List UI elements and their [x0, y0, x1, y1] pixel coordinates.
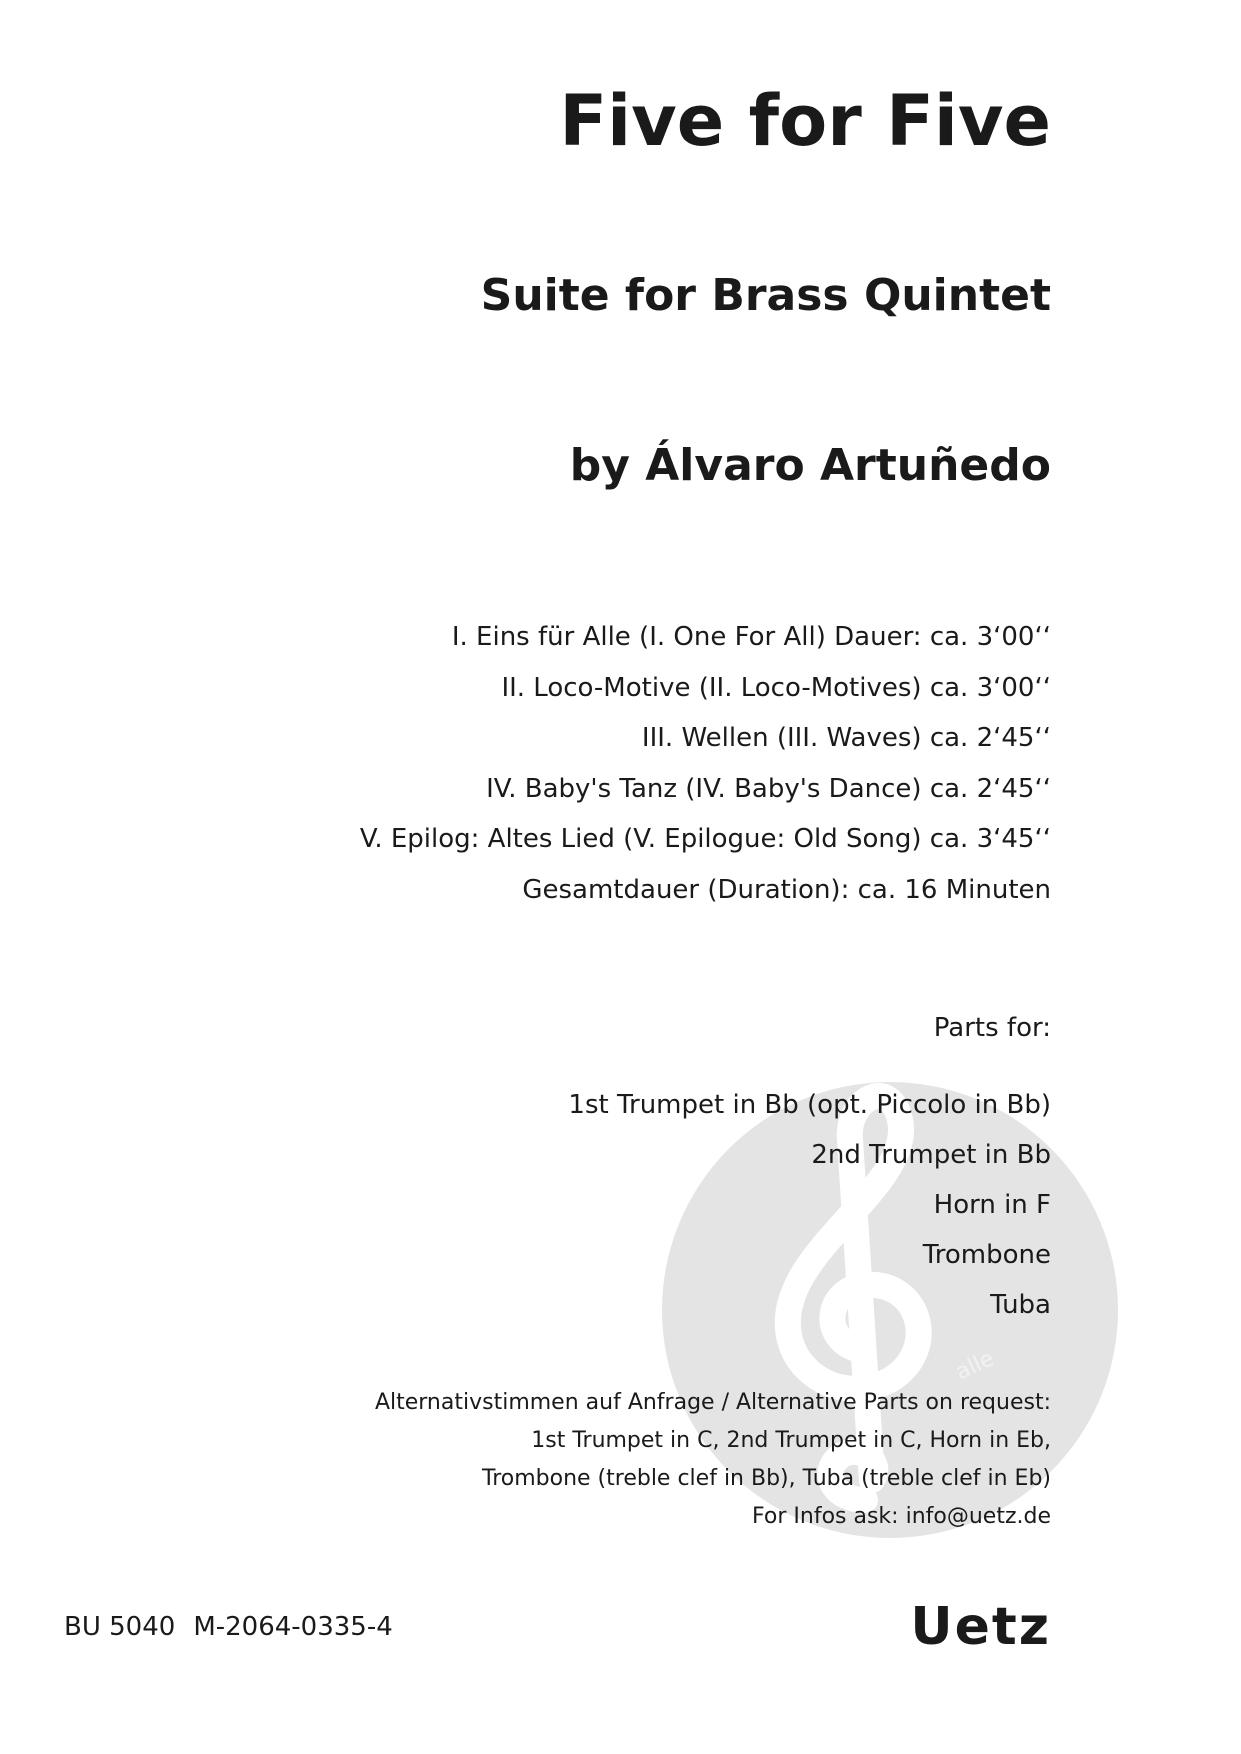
part-item: 2nd Trumpet in Bb	[811, 1140, 1051, 1170]
watermark-text: alle	[951, 1346, 999, 1386]
composer: by Álvaro Artuñedo	[569, 440, 1051, 491]
part-item: Tuba	[990, 1290, 1051, 1320]
page-title: Five for Five	[559, 80, 1051, 162]
catalog-number: BU 5040	[64, 1612, 176, 1642]
movement-item: V. Epilog: Altes Lied (V. Epilogue: Old Song) ca. 3‘45‘‘	[359, 824, 1051, 854]
contact-info: For Infos ask: info@uetz.de	[752, 1504, 1051, 1529]
publisher-logo: Uetz	[910, 1597, 1051, 1657]
part-item: 1st Trumpet in Bb (opt. Piccolo in Bb)	[568, 1090, 1051, 1120]
movement-item: I. Eins für Alle (I. One For All) Dauer: ca. 3‘00‘‘	[451, 622, 1051, 652]
part-item: Horn in F	[933, 1190, 1051, 1220]
alternative-parts-note	[375, 1384, 1051, 1536]
parts-list	[568, 1080, 1051, 1330]
movement-item: II. Loco-Motive (II. Loco-Motives) ca. 3‘00‘‘	[501, 672, 1051, 703]
movement-item: III. Wellen (III. Waves) ca. 2‘45‘‘	[641, 723, 1051, 753]
catalog-info	[64, 1612, 393, 1643]
part-item: Trombone	[922, 1240, 1051, 1270]
ismn-number: M-2064-0335-4	[193, 1612, 393, 1642]
alternative-parts-line: Trombone (treble clef in Bb), Tuba (treble clef in Eb)	[482, 1466, 1051, 1491]
movement-list	[360, 612, 1051, 915]
parts-heading: Parts for:	[933, 1013, 1051, 1043]
subtitle: Suite for Brass Quintet	[480, 270, 1051, 321]
movement-item: IV. Baby's Tanz (IV. Baby's Dance) ca. 2‘45‘‘	[486, 773, 1051, 804]
alternative-parts-line: Alternativstimmen auf Anfrage / Alternative Parts on request:	[374, 1390, 1051, 1415]
total-duration: Gesamtdauer (Duration): ca. 16 Minuten	[522, 874, 1051, 905]
alternative-parts-line: 1st Trumpet in C, 2nd Trumpet in C, Horn in Eb,	[531, 1428, 1051, 1453]
